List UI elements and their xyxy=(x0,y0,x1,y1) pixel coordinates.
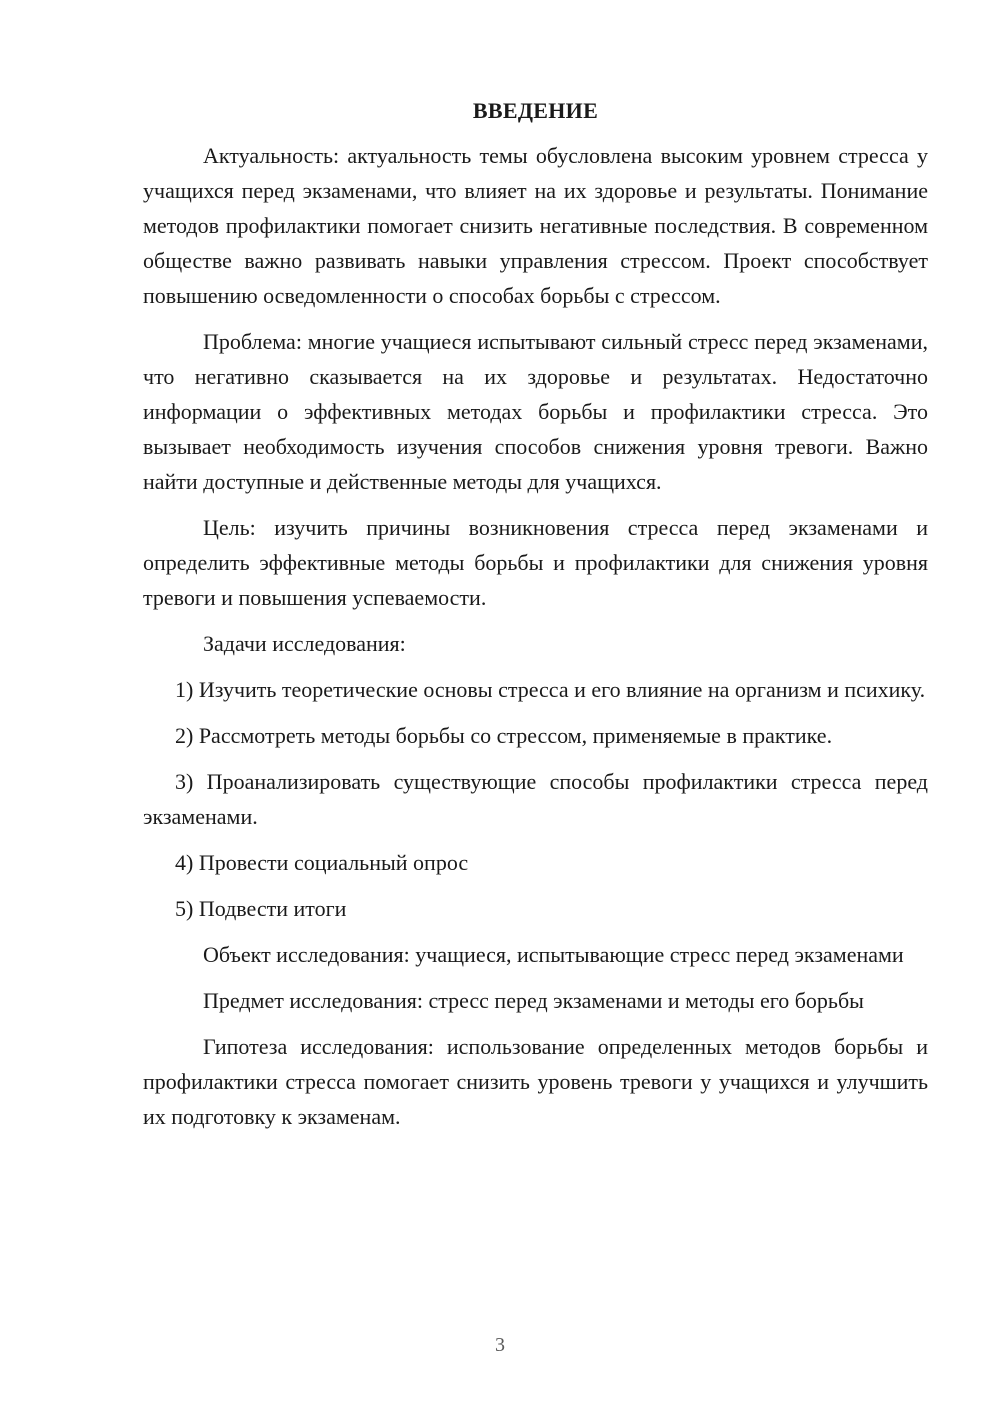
task-item-1: 1) Изучить теоретические основы стресса и его влияние на организм и психику. xyxy=(175,677,926,702)
task-item-4: 4) Провести социальный опрос xyxy=(175,850,469,875)
page-number: 3 xyxy=(495,1334,505,1356)
paragraph-subject: Предмет исследования: стресс перед экзаменами и методы его борьбы xyxy=(203,988,864,1013)
task-item-2: 2) Рассмотреть методы борьбы со стрессом, применяемые в практике. xyxy=(175,723,833,748)
tasks-heading: Задачи исследования: xyxy=(203,631,406,656)
paragraph-goal: Цель: изучить причины возникновения стресса перед экзаменами и определить эффективные методы борьбы и профилактики для снижения уровня тревоги и повышения успеваемости. xyxy=(143,515,928,610)
paragraph-problem: Проблема: многие учащиеся испытывают сильный стресс перед экзаменами, что негативно сказывается на их здоровье и результатах. Недостаточно информации о эффективных методах борьбы и профилактики стресса. Это вызывает необходимость изучения способов снижения уровня тревоги. Важно найти доступные и действенные методы для учащихся. xyxy=(143,329,928,494)
task-item-3: 3) Проанализировать существующие способы профилактики стресса перед экзаменами. xyxy=(143,769,928,829)
paragraph-hypothesis: Гипотеза исследования: использование определенных методов борьбы и профилактики стресса помогает снизить уровень тревоги у учащихся и улучшить их подготовку к экзаменам. xyxy=(143,1034,928,1129)
page-content xyxy=(143,96,928,1145)
paragraph-object: Объект исследования: учащиеся, испытывающие стресс перед экзаменами xyxy=(203,942,904,967)
task-item-5: 5) Подвести итоги xyxy=(175,896,347,921)
page-title: ВВЕДЕНИЕ xyxy=(472,98,599,123)
paragraph-relevance: Актуальность: актуальность темы обусловлена высоким уровнем стресса у учащихся перед экзаменами, что влияет на их здоровье и результаты. Понимание методов профилактики помогает снизить негативные последствия. В современном обществе важно развивать навыки управления стрессом. Проект способствует повышению осведомленности о способах борьбы с стрессом. xyxy=(143,143,928,308)
